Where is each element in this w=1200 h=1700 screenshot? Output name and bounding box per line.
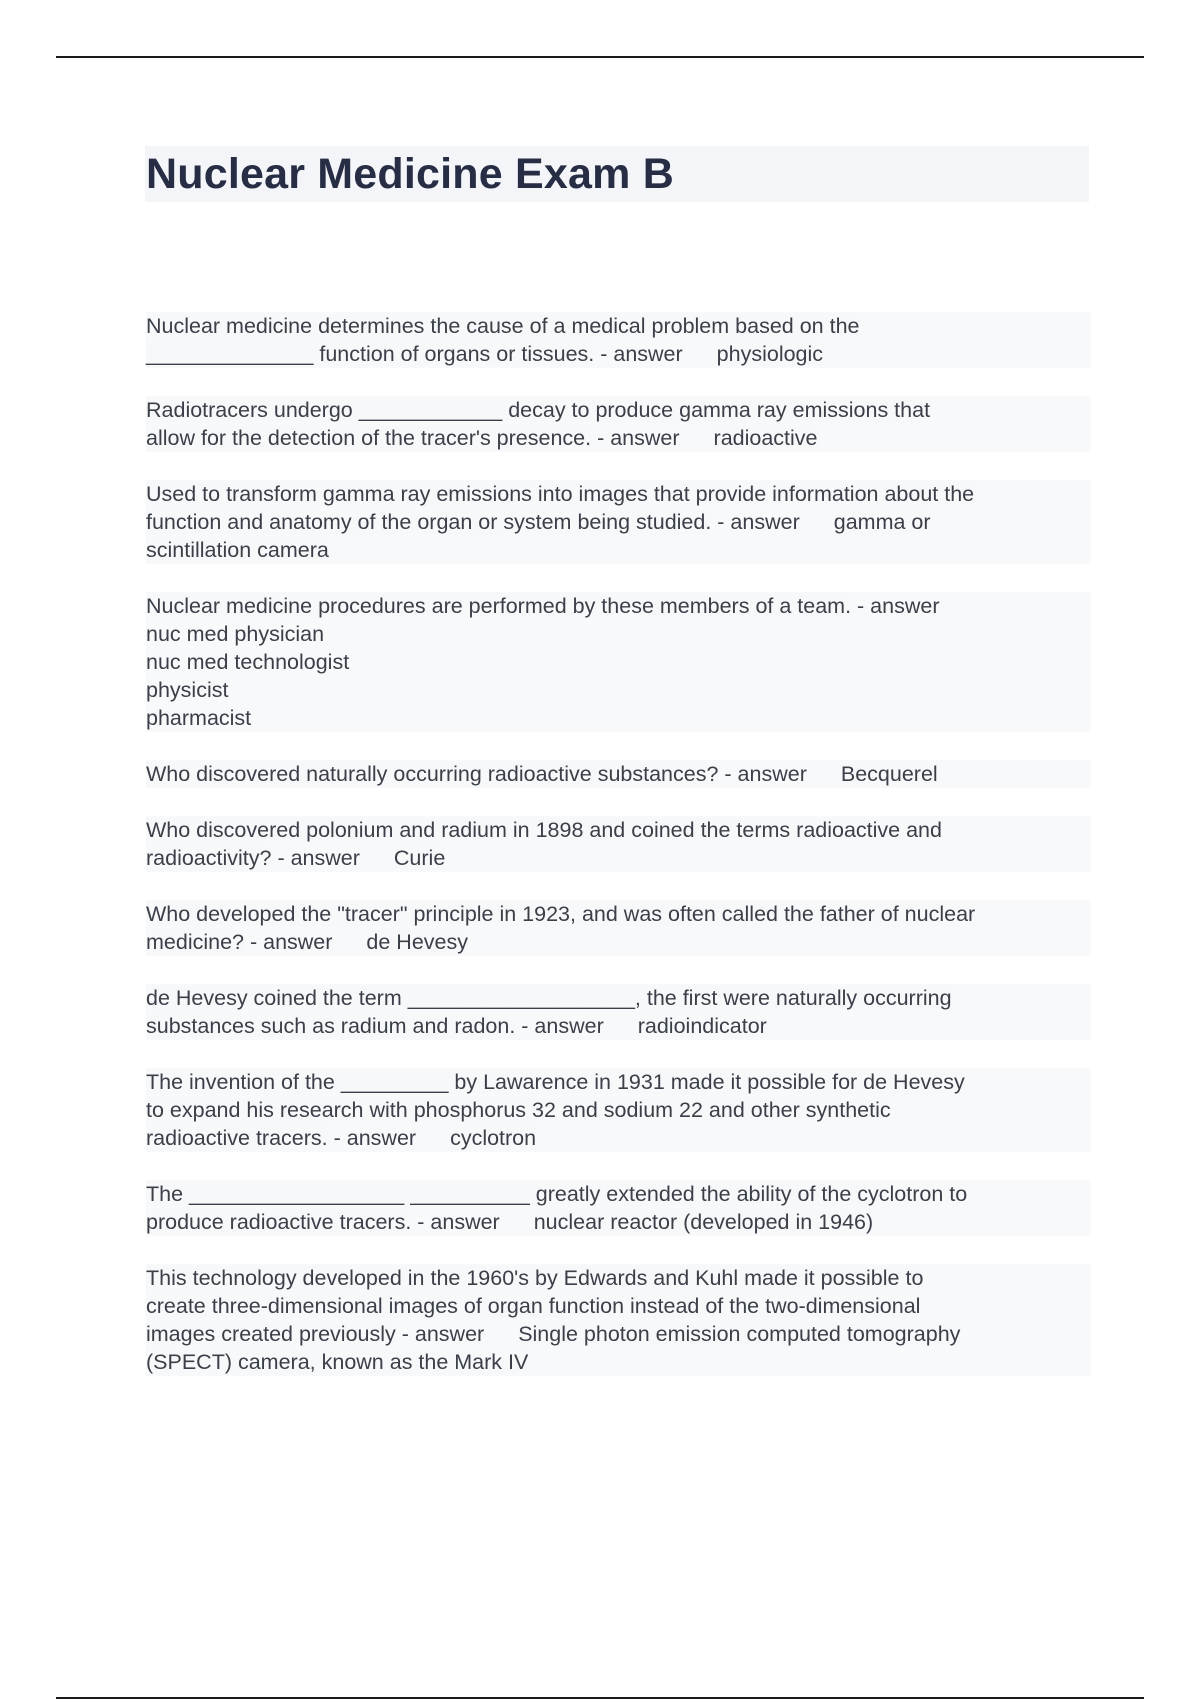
question-text: Who developed the "tracer" principle in 1923, and was often called the father of nuclear medicine? xyxy=(146,902,976,954)
qa-item xyxy=(146,1068,1091,1152)
question-text: The invention of the _________ by Lawarence in 1931 made it possible for de Hevesy to expand his research with phosphorus 32 and sodium 22 and other synthetic radioactive tracers. xyxy=(146,1070,965,1150)
qa-item xyxy=(146,1180,1091,1236)
answer-text: nuclear reactor (developed in 1946) xyxy=(533,1210,874,1234)
answer-marker: - answer xyxy=(711,510,800,534)
question-text: de Hevesy coined the term ___________________, the first were naturally occurring substances such as radium and radon. xyxy=(146,986,952,1038)
answer-text: de Hevesy xyxy=(366,930,469,954)
answer-marker: - answer xyxy=(851,594,940,618)
answer-marker: - answer xyxy=(594,342,683,366)
answer-text: cyclotron xyxy=(450,1126,537,1150)
answer-marker: - answer xyxy=(591,426,680,450)
answer-marker: - answer xyxy=(271,846,360,870)
answer-marker: - answer xyxy=(327,1126,417,1150)
answer-marker: - answer xyxy=(395,1322,485,1346)
answer-line: nuc med physician xyxy=(146,622,325,646)
answer-text: radioactive xyxy=(713,426,818,450)
question-text: Nuclear medicine determines the cause of a medical problem based on the ______________ function of organs or tissues. xyxy=(146,314,860,366)
top-rule xyxy=(56,56,1144,58)
answer-text: physiologic xyxy=(716,342,824,366)
answer-line: pharmacist xyxy=(146,706,252,730)
question-text: Nuclear medicine procedures are performed by these members of a team. xyxy=(146,594,852,618)
qa-item xyxy=(146,816,1091,872)
qa-item xyxy=(146,760,1091,788)
answer-text: Becquerel xyxy=(840,762,938,786)
qa-item xyxy=(146,1264,1091,1376)
qa-list xyxy=(146,312,1091,1404)
answer-line: nuc med technologist xyxy=(146,650,350,674)
qa-item xyxy=(146,592,1091,732)
qa-item xyxy=(146,312,1091,368)
qa-item xyxy=(146,480,1091,564)
answer-marker: - answer xyxy=(515,1014,604,1038)
question-text: Who discovered polonium and radium in 1898 and coined the terms radioactive and radioactivity? xyxy=(146,818,942,870)
question-text: Radiotracers undergo ____________ decay to produce gamma ray emissions that allow for the detection of the tracer's presence. xyxy=(146,398,931,450)
answer-marker: - answer xyxy=(411,1210,500,1234)
answer-marker: - answer xyxy=(718,762,807,786)
qa-item xyxy=(146,396,1091,452)
answer-text: radioindicator xyxy=(637,1014,767,1038)
answer-text: Single photon emission computed tomography (SPECT) camera, known as the Mark IV xyxy=(146,1322,961,1374)
answer-marker: - answer xyxy=(244,930,333,954)
answer-line: physicist xyxy=(146,678,229,702)
answer-text: gamma or scintillation camera xyxy=(146,510,931,562)
qa-item xyxy=(146,900,1091,956)
document-title: Nuclear Medicine Exam B xyxy=(146,150,674,198)
question-text: Used to transform gamma ray emissions into images that provide information about the function and anatomy of the organ or system being studied. xyxy=(146,482,975,534)
question-text: Who discovered naturally occurring radioactive substances? xyxy=(146,762,719,786)
question-text: This technology developed in the 1960's by Edwards and Kuhl made it possible to create three-dimensional images of organ function instead of the two-dimensional images created previously xyxy=(146,1266,924,1346)
question-text: The __________________ __________ greatly extended the ability of the cyclotron to produce radioactive tracers. xyxy=(146,1182,968,1234)
bottom-rule xyxy=(56,1697,1144,1699)
answer-text: Curie xyxy=(393,846,446,870)
qa-item xyxy=(146,984,1091,1040)
